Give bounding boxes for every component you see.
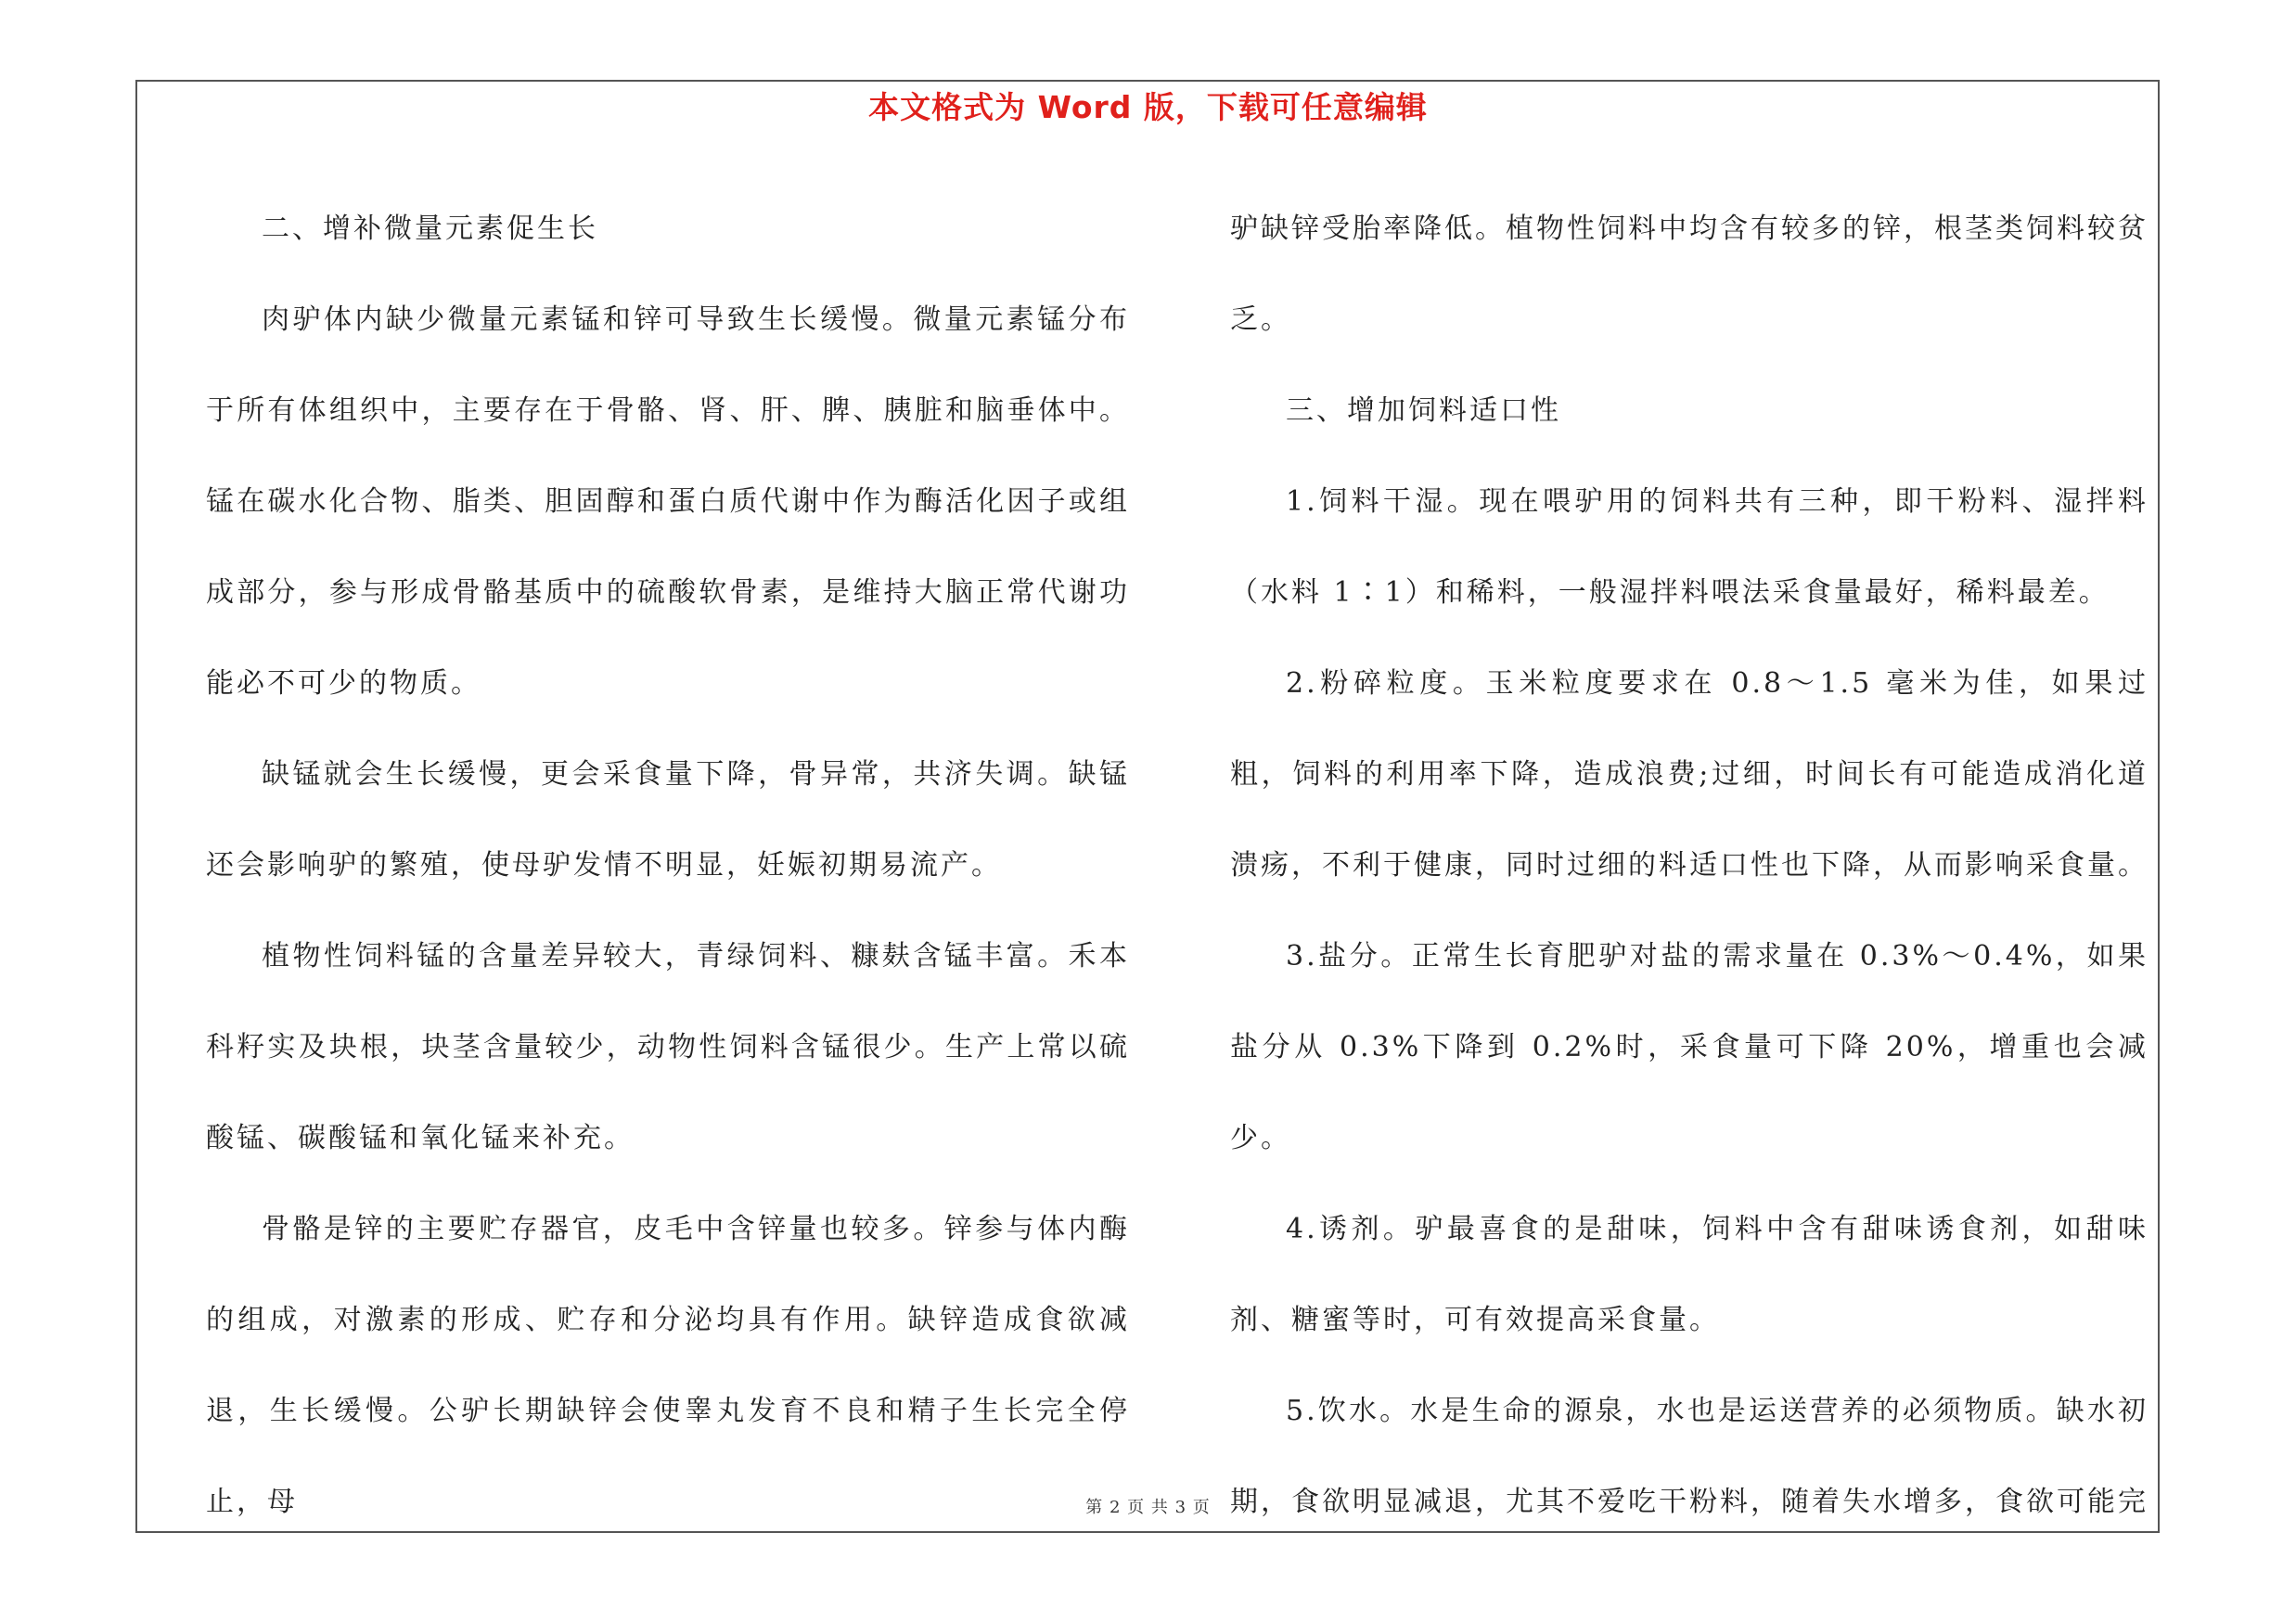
paragraph-attractant: 4.诱剂。驴最喜食的是甜味，饲料中含有甜味诱食剂，如甜味剂、糖蜜等时，可有效提高采食量。 xyxy=(1230,1213,2148,1336)
paragraph-grind-size: 2.粉碎粒度。玉米粒度要求在 0.8～1.5 毫米为佳，如果过粗，饲料的利用率下降，造成浪费;过细，时间长有可能造成消化道溃疡，不利于健康，同时过细的料适口性也下降，从而影响采食量。 xyxy=(1230,667,2148,882)
paragraph-salt: 3.盐分。正常生长育肥驴对盐的需求量在 0.3%～0.4%，如果盐分从 0.3%下降到 0.2%时，采食量可下降 20%，增重也会减少。 xyxy=(1230,940,2148,1154)
paragraph-manganese-sources: 植物性饲料锰的含量差异较大，青绿饲料、糠麸含锰丰富。禾本科籽实及块根，块茎含量较少，动物性饲料含锰很少。生产上常以硫酸锰、碳酸锰和氧化锰来补充。 xyxy=(206,940,1130,1154)
section-heading-trace-elements: 二、增补微量元素促生长 xyxy=(262,213,598,245)
paragraph-zinc-continuation: 驴缺锌受胎率降低。植物性饲料中均含有较多的锌，根茎类饲料较贫乏。 xyxy=(1230,213,2148,336)
left-column xyxy=(206,184,1130,1548)
paragraph-water: 5.饮水。水是生命的源泉，水也是运送营养的必须物质。缺水初期，食欲明显减退，尤其不爱吃干粉料，随着失水增多，食欲可能完 xyxy=(1230,1395,2148,1518)
paragraph-feed-moisture: 1.饲料干湿。现在喂驴用的饲料共有三种，即干粉料、湿拌料（水料 1∶1）和稀料，一般湿拌料喂法采食量最好，稀料最差。 xyxy=(1230,485,2148,609)
paragraph-zinc-role: 骨骼是锌的主要贮存器官，皮毛中含锌量也较多。锌参与体内酶的组成，对激素的形成、贮存和分泌均具有作用。缺锌造成食欲减退，生长缓慢。公驴长期缺锌会使睾丸发育不良和精子生长完全停止，母 xyxy=(206,1213,1130,1518)
paragraph-manganese-deficiency: 缺锰就会生长缓慢，更会采食量下降，骨异常，共济失调。缺锰还会影响驴的繁殖，使母驴发情不明显，妊娠初期易流产。 xyxy=(206,758,1130,882)
right-column xyxy=(1230,184,2148,1548)
page-number-footer: 第 2 页 共 3 页 xyxy=(1085,1498,1211,1517)
paragraph-manganese-zinc-intro: 肉驴体内缺少微量元素锰和锌可导致生长缓慢。微量元素锰分布于所有体组织中，主要存在于骨骼、肾、肝、脾、胰脏和脑垂体中。锰在碳水化合物、脂类、胆固醇和蛋白质代谢中作为酶活化因子或组成部分，参与形成骨骼基质中的硫酸软骨素，是维持大脑正常代谢功能必不可少的物质。 xyxy=(206,303,1130,700)
document-banner: 本文格式为 Word 版，下载可任意编辑 xyxy=(868,89,1428,125)
section-heading-palatability: 三、增加饲料适口性 xyxy=(1286,394,1561,427)
